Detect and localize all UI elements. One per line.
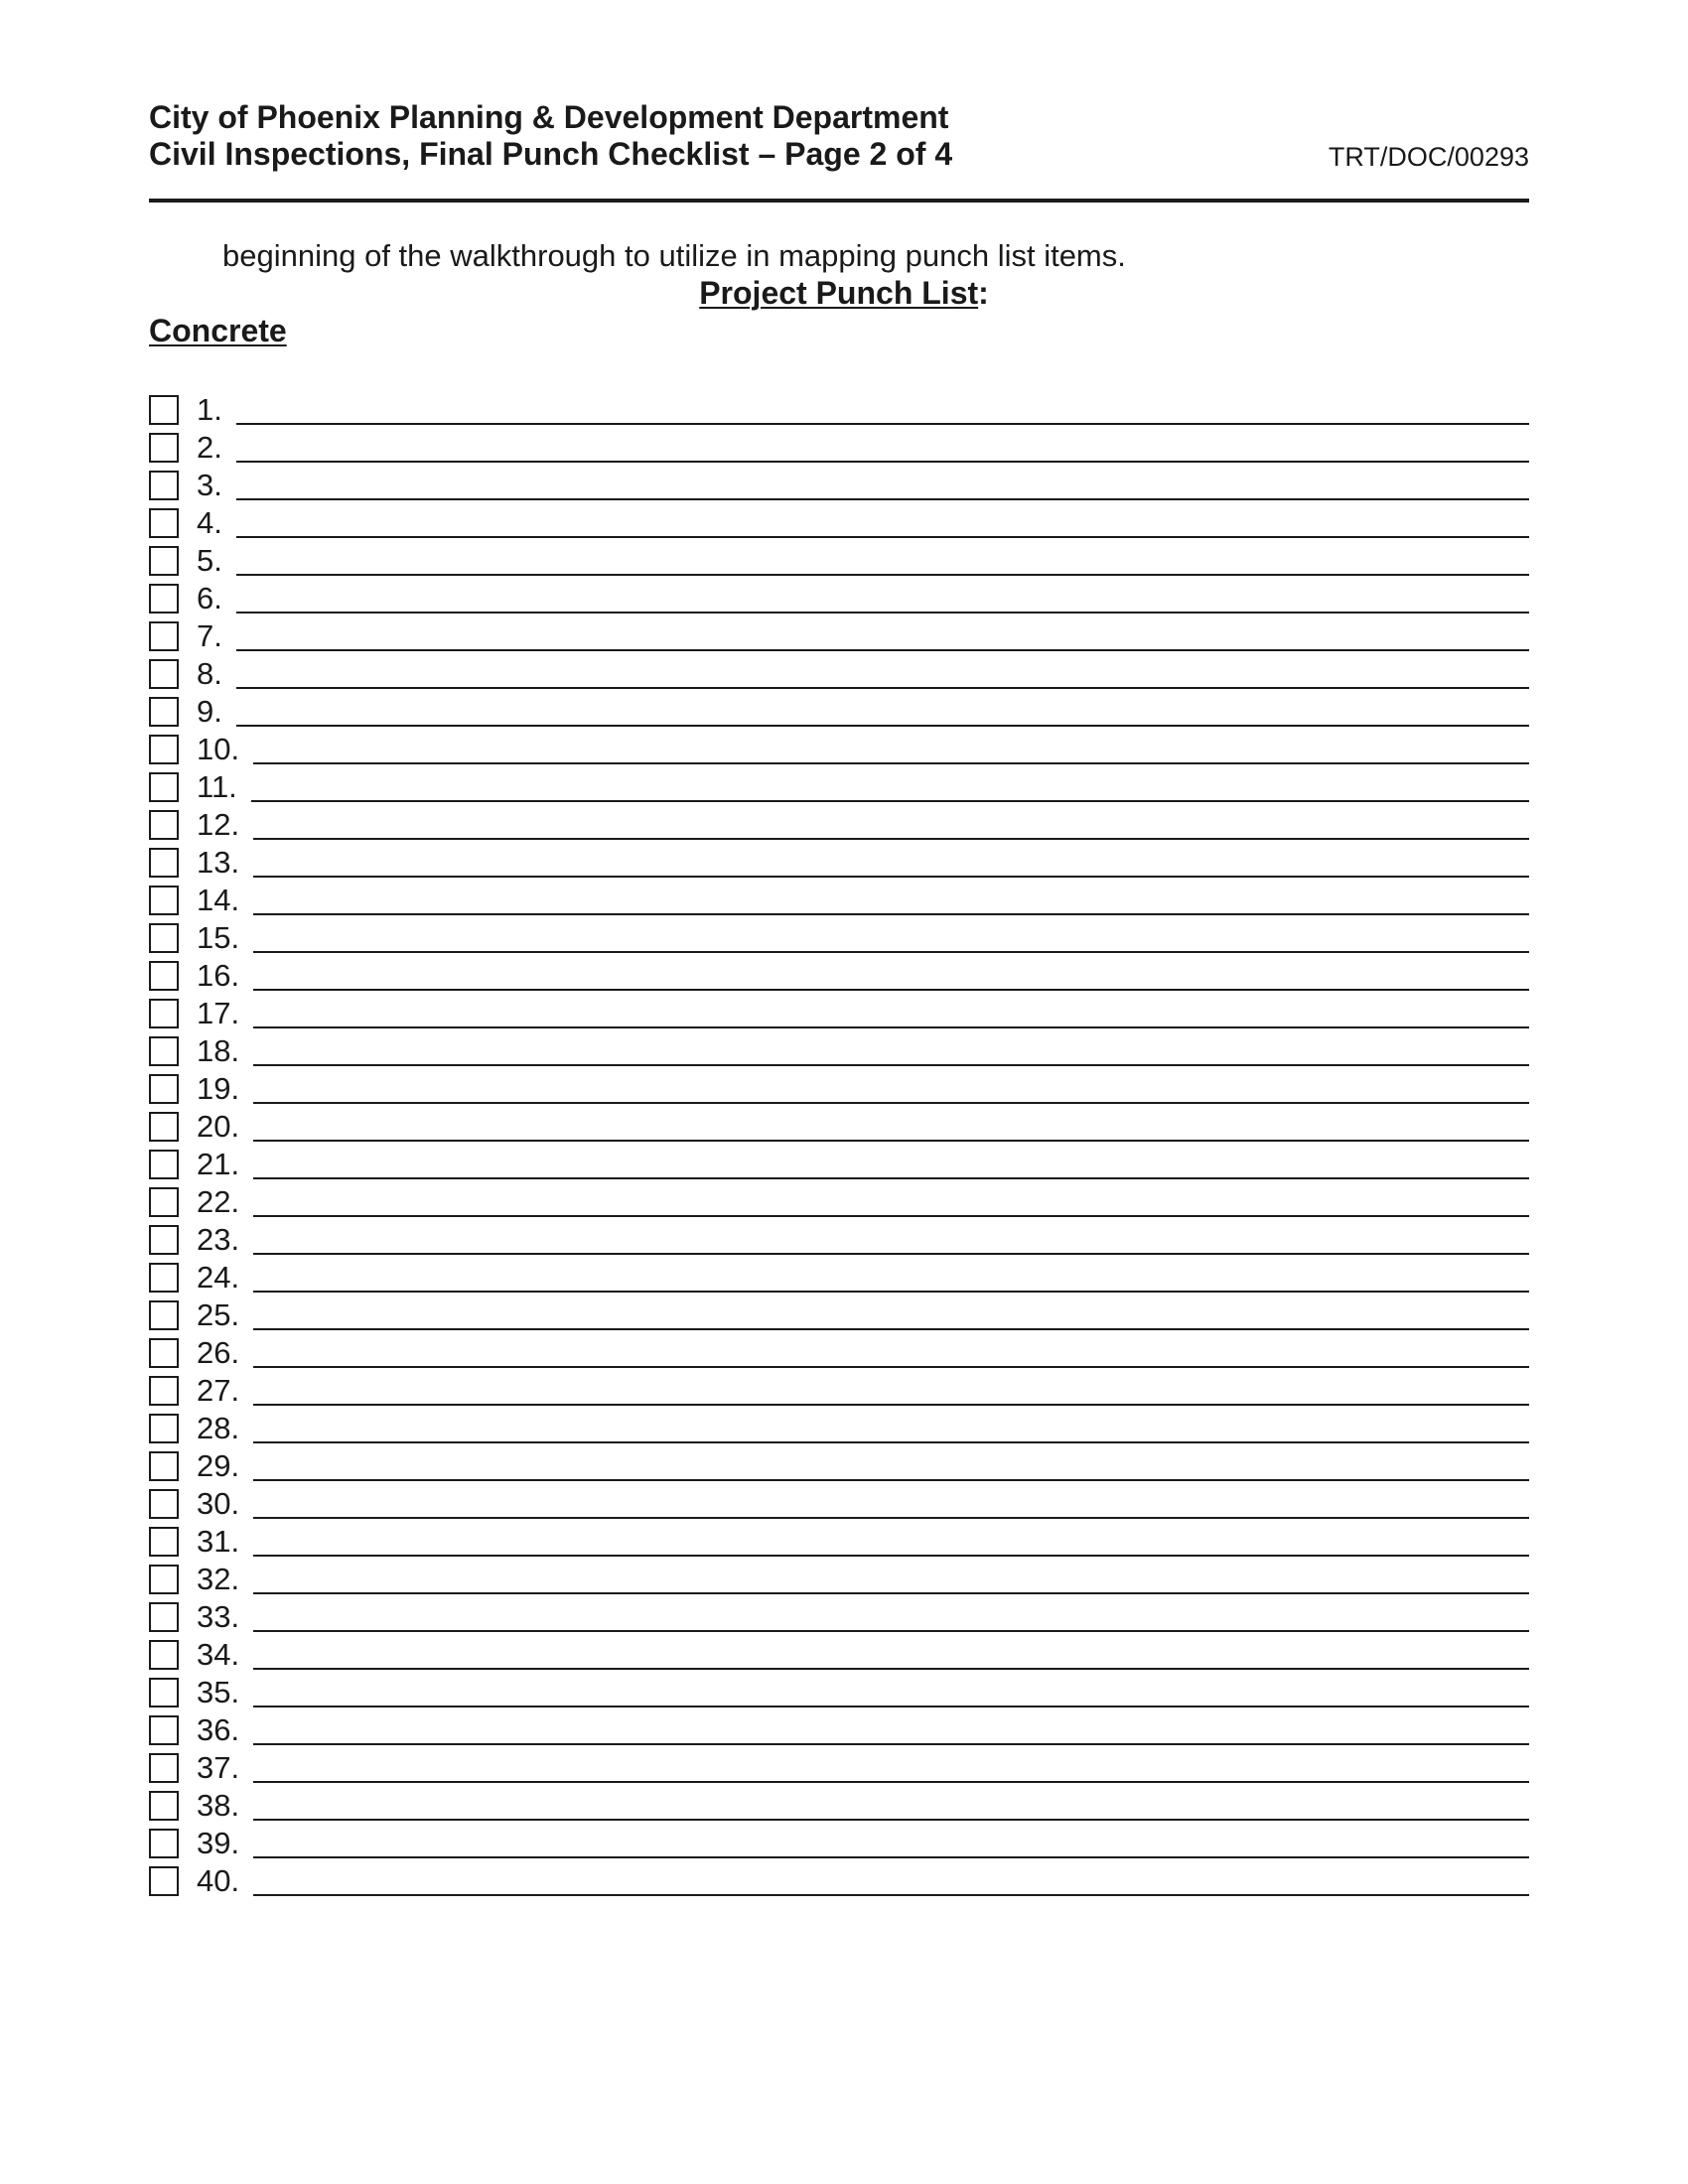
- punch-list-item: [149, 880, 1529, 917]
- item-checkbox[interactable]: [149, 1074, 179, 1104]
- item-entry-line[interactable]: [253, 1063, 1529, 1066]
- item-entry-line[interactable]: [236, 422, 1529, 425]
- checklist-title: Civil Inspections, Final Punch Checklist – Page 2 of 4: [149, 136, 953, 172]
- item-entry-line[interactable]: [253, 875, 1529, 878]
- item-number: 8.: [197, 656, 222, 691]
- item-number: 38.: [197, 1788, 240, 1823]
- item-entry-line[interactable]: [236, 648, 1529, 651]
- item-checkbox[interactable]: [149, 1715, 179, 1745]
- punch-list-item: [149, 1860, 1529, 1898]
- item-checkbox[interactable]: [149, 1036, 179, 1066]
- item-number: 9.: [197, 694, 222, 729]
- item-checkbox[interactable]: [149, 433, 179, 463]
- item-entry-line[interactable]: [253, 950, 1529, 953]
- punch-list-item: [149, 1332, 1529, 1370]
- punch-list: [149, 389, 1529, 1898]
- punch-list-item: [149, 1785, 1529, 1823]
- item-entry-line[interactable]: [236, 573, 1529, 576]
- item-checkbox[interactable]: [149, 1300, 179, 1330]
- punch-list-heading-colon: :: [978, 275, 989, 311]
- item-entry-line[interactable]: [253, 1252, 1529, 1255]
- item-number: 35.: [197, 1675, 240, 1709]
- item-entry-line[interactable]: [253, 912, 1529, 915]
- item-number: 4.: [197, 505, 222, 540]
- item-checkbox[interactable]: [149, 546, 179, 576]
- item-checkbox[interactable]: [149, 735, 179, 764]
- item-entry-line[interactable]: [253, 1478, 1529, 1481]
- item-number: 16.: [197, 958, 240, 993]
- punch-list-item: [149, 1295, 1529, 1332]
- item-number: 23.: [197, 1222, 240, 1257]
- item-checkbox[interactable]: [149, 772, 179, 802]
- department-title: City of Phoenix Planning & Development Department: [149, 99, 949, 135]
- item-number: 22.: [197, 1184, 240, 1219]
- punch-list-item: [149, 993, 1529, 1030]
- punch-list-item: [149, 1257, 1529, 1295]
- punch-list-item: [149, 729, 1529, 766]
- punch-list-item: [149, 1823, 1529, 1860]
- item-entry-line[interactable]: [236, 460, 1529, 463]
- punch-list-item: [149, 1521, 1529, 1559]
- item-checkbox[interactable]: [149, 1414, 179, 1443]
- item-number: 25.: [197, 1297, 240, 1332]
- item-entry-line[interactable]: [253, 1893, 1529, 1896]
- item-number: 33.: [197, 1599, 240, 1634]
- item-number: 40.: [197, 1863, 240, 1898]
- item-number: 34.: [197, 1637, 240, 1672]
- item-checkbox[interactable]: [149, 508, 179, 538]
- item-number: 12.: [197, 807, 240, 842]
- punch-list-item: [149, 1709, 1529, 1747]
- item-checkbox[interactable]: [149, 1602, 179, 1632]
- item-entry-line[interactable]: [253, 988, 1529, 991]
- item-entry-line[interactable]: [253, 1516, 1529, 1519]
- item-checkbox[interactable]: [149, 395, 179, 425]
- item-entry-line[interactable]: [236, 724, 1529, 727]
- item-entry-line[interactable]: [236, 611, 1529, 614]
- item-number: 27.: [197, 1373, 240, 1408]
- item-checkbox[interactable]: [149, 1376, 179, 1406]
- punch-list-item: [149, 804, 1529, 842]
- item-number: 15.: [197, 920, 240, 955]
- item-checkbox[interactable]: [149, 1753, 179, 1783]
- document-id: TRT/DOC/00293: [1328, 142, 1529, 172]
- intro-text: beginning of the walkthrough to utilize in mapping punch list items.: [222, 238, 1126, 273]
- punch-list-item: [149, 1483, 1529, 1521]
- item-checkbox[interactable]: [149, 1150, 179, 1179]
- punch-list-item: [149, 1634, 1529, 1672]
- item-entry-line[interactable]: [253, 1139, 1529, 1142]
- item-entry-line[interactable]: [253, 1855, 1529, 1858]
- item-checkbox[interactable]: [149, 584, 179, 614]
- item-number: 19.: [197, 1071, 240, 1106]
- item-entry-line[interactable]: [253, 1818, 1529, 1821]
- item-entry-line[interactable]: [236, 686, 1529, 689]
- item-number: 39.: [197, 1826, 240, 1860]
- punch-list-item: [149, 691, 1529, 729]
- punch-list-item: [149, 615, 1529, 653]
- punch-list-item: [149, 427, 1529, 465]
- item-checkbox[interactable]: [149, 1338, 179, 1368]
- item-number: 1.: [197, 392, 222, 427]
- item-entry-line[interactable]: [253, 1327, 1529, 1330]
- item-entry-line[interactable]: [253, 1025, 1529, 1028]
- item-checkbox[interactable]: [149, 659, 179, 689]
- item-entry-line[interactable]: [253, 1705, 1529, 1707]
- document-header: [149, 99, 1529, 203]
- item-entry-line[interactable]: [253, 1290, 1529, 1293]
- item-number: 7.: [197, 618, 222, 653]
- item-number: 31.: [197, 1524, 240, 1559]
- item-checkbox[interactable]: [149, 1451, 179, 1481]
- item-entry-line[interactable]: [253, 1554, 1529, 1557]
- punch-list-item: [149, 1596, 1529, 1634]
- punch-list-item: [149, 955, 1529, 993]
- item-checkbox[interactable]: [149, 1640, 179, 1670]
- item-entry-line[interactable]: [253, 1667, 1529, 1670]
- item-number: 20.: [197, 1109, 240, 1144]
- item-number: 11.: [197, 769, 237, 804]
- item-number: 37.: [197, 1750, 240, 1785]
- item-checkbox[interactable]: [149, 1866, 179, 1896]
- punch-list-item: [149, 1030, 1529, 1068]
- item-entry-line[interactable]: [253, 1101, 1529, 1104]
- punch-list-item: [149, 540, 1529, 578]
- item-entry-line[interactable]: [253, 1780, 1529, 1783]
- item-checkbox[interactable]: [149, 1678, 179, 1707]
- punch-list-item: [149, 917, 1529, 955]
- item-checkbox[interactable]: [149, 1263, 179, 1293]
- punch-list-item: [149, 1144, 1529, 1181]
- punch-list-item: [149, 766, 1529, 804]
- item-number: 14.: [197, 883, 240, 917]
- punch-list-item: [149, 1181, 1529, 1219]
- item-number: 28.: [197, 1411, 240, 1445]
- punch-list-item: [149, 842, 1529, 880]
- item-entry-line[interactable]: [253, 1742, 1529, 1745]
- item-entry-line[interactable]: [236, 497, 1529, 500]
- item-number: 24.: [197, 1260, 240, 1295]
- item-entry-line[interactable]: [253, 1629, 1529, 1632]
- item-checkbox[interactable]: [149, 697, 179, 727]
- item-number: 3.: [197, 468, 222, 502]
- item-checkbox[interactable]: [149, 961, 179, 991]
- item-number: 10.: [197, 732, 240, 766]
- item-entry-line[interactable]: [253, 1403, 1529, 1406]
- punch-list-item: [149, 653, 1529, 691]
- item-checkbox[interactable]: [149, 1112, 179, 1142]
- item-entry-line[interactable]: [253, 1176, 1529, 1179]
- item-checkbox[interactable]: [149, 1829, 179, 1858]
- punch-list-item: [149, 1370, 1529, 1408]
- item-entry-line[interactable]: [251, 799, 1529, 802]
- punch-list-item: [149, 1106, 1529, 1144]
- punch-list-heading: [0, 274, 1688, 312]
- item-checkbox[interactable]: [149, 1187, 179, 1217]
- item-checkbox[interactable]: [149, 810, 179, 840]
- item-entry-line[interactable]: [253, 1214, 1529, 1217]
- item-checkbox[interactable]: [149, 1489, 179, 1519]
- section-title-concrete: Concrete: [149, 313, 287, 348]
- punch-list-item: [149, 1408, 1529, 1445]
- item-entry-line[interactable]: [253, 1591, 1529, 1594]
- item-number: 36.: [197, 1712, 240, 1747]
- item-number: 17.: [197, 996, 240, 1030]
- item-number: 29.: [197, 1448, 240, 1483]
- punch-list-item: [149, 1219, 1529, 1257]
- item-number: 18.: [197, 1033, 240, 1068]
- item-entry-line[interactable]: [253, 837, 1529, 840]
- item-checkbox[interactable]: [149, 471, 179, 500]
- item-checkbox[interactable]: [149, 1527, 179, 1557]
- item-number: 30.: [197, 1486, 240, 1521]
- item-checkbox[interactable]: [149, 1791, 179, 1821]
- item-entry-line[interactable]: [253, 1365, 1529, 1368]
- punch-list-item: [149, 502, 1529, 540]
- item-checkbox[interactable]: [149, 621, 179, 651]
- item-entry-line[interactable]: [253, 761, 1529, 764]
- item-number: 26.: [197, 1335, 240, 1370]
- item-number: 13.: [197, 845, 240, 880]
- item-entry-line[interactable]: [236, 535, 1529, 538]
- punch-list-item: [149, 1672, 1529, 1709]
- punch-list-item: [149, 1068, 1529, 1106]
- punch-list-item: [149, 1445, 1529, 1483]
- punch-list-item: [149, 1559, 1529, 1596]
- item-checkbox[interactable]: [149, 1225, 179, 1255]
- item-entry-line[interactable]: [253, 1440, 1529, 1443]
- item-number: 6.: [197, 581, 222, 615]
- punch-list-item: [149, 389, 1529, 427]
- punch-list-item: [149, 465, 1529, 502]
- item-checkbox[interactable]: [149, 999, 179, 1028]
- item-number: 2.: [197, 430, 222, 465]
- punch-list-item: [149, 578, 1529, 615]
- item-number: 32.: [197, 1562, 240, 1596]
- item-checkbox[interactable]: [149, 886, 179, 915]
- punch-list-item: [149, 1747, 1529, 1785]
- item-number: 21.: [197, 1147, 240, 1181]
- item-number: 5.: [197, 543, 222, 578]
- item-checkbox[interactable]: [149, 848, 179, 878]
- item-checkbox[interactable]: [149, 923, 179, 953]
- punch-list-heading-label: Project Punch List: [699, 275, 979, 311]
- item-checkbox[interactable]: [149, 1565, 179, 1594]
